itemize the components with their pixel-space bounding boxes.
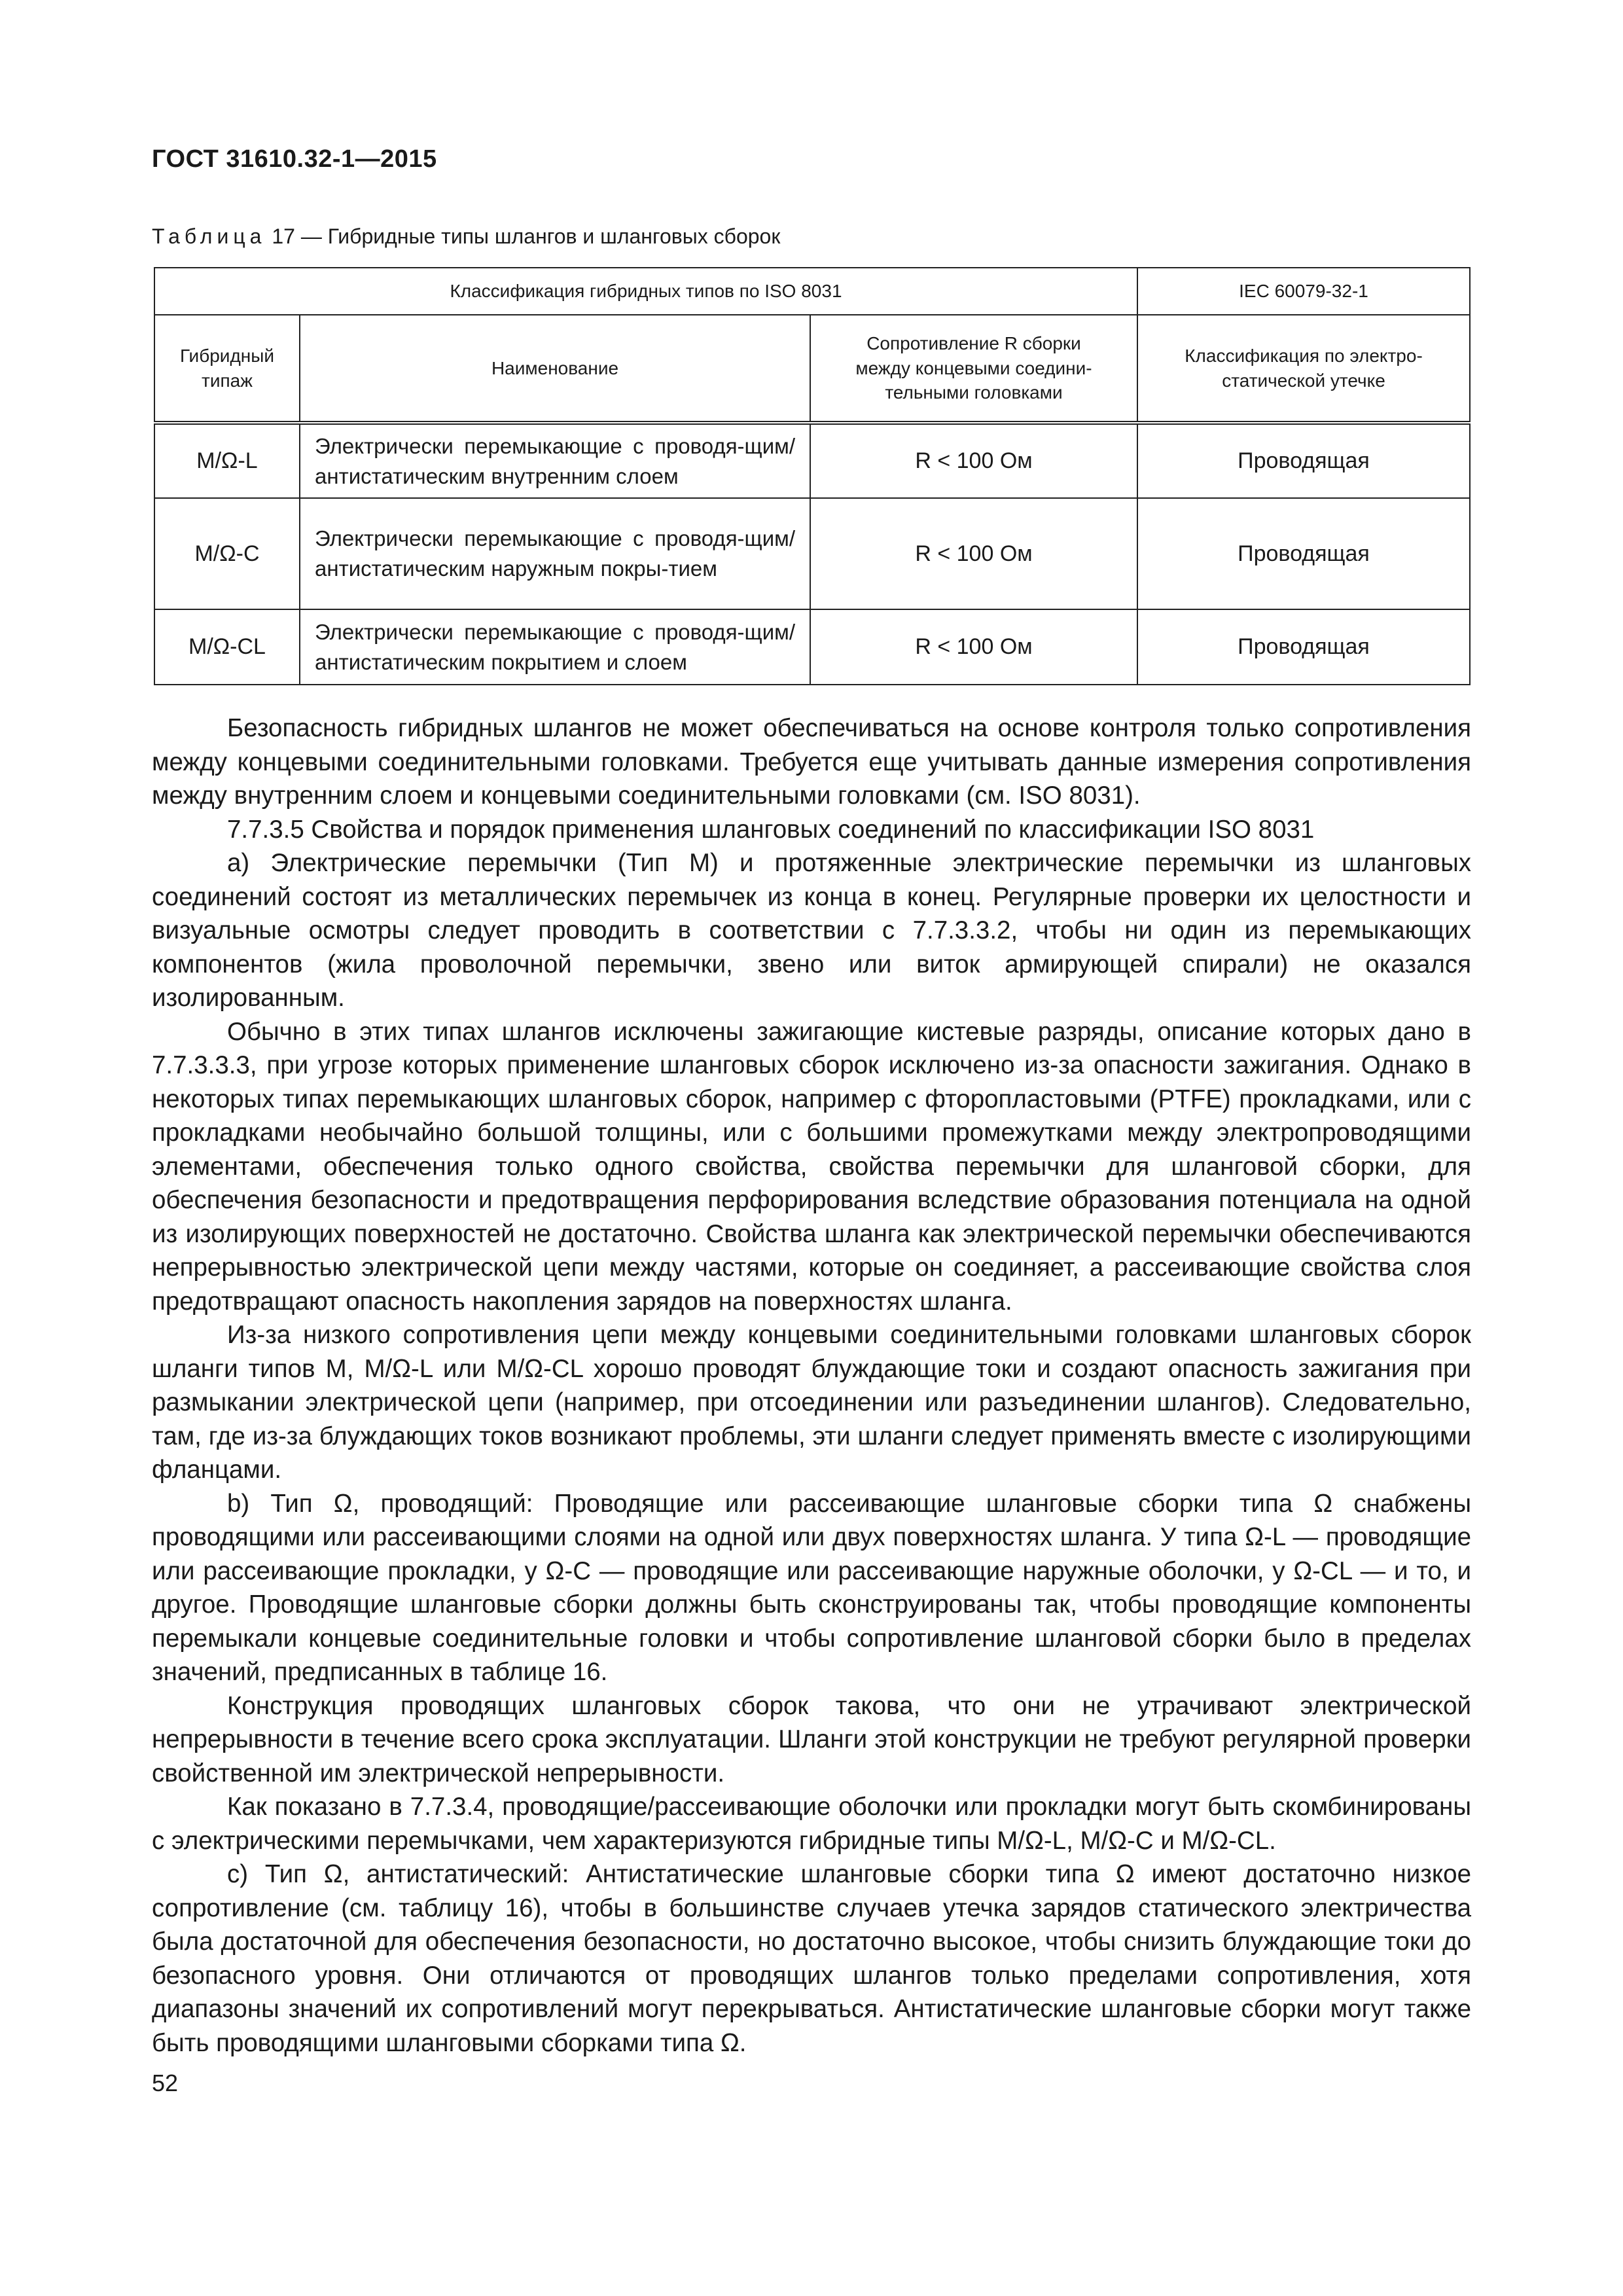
row-resistance-cell: R < 100 Ом (810, 423, 1137, 498)
column-header-type: Гибридный типаж (154, 315, 300, 423)
row-classification-cell: Проводящая (1137, 423, 1470, 498)
paragraph: Обычно в этих типах шлангов исключены зажигающие кистевые разряды, описание которых дано в 7.7.3.3.3, при угрозе которых применение шланговых сборок исключено из-за опасности зажигания. Однако в некоторых типах перемыкающих шланговых сборок, например с фторопластовыми (PTFE) прокладками, или с прокладками необычайно большой толщины, или с большими промежутками между электропроводящими элементами, обеспечения только одного свойства, свойства перемычки для шланговой сборки, для обеспечения безопасности и предотвращения перфорирования вследствие образования потенциала на одной из изолирующих поверхностей не достаточно. Свойства шланга как электрической перемычки обеспечиваются непрерывностью электрической цепи между частями, которые он соединяет, а рассеивающие свойства слоя предотвращают опасность накопления зарядов на поверхностях шланга. (152, 1017, 1471, 1316)
group-header-iso: Классификация гибридных типов по ISO 8031 (154, 268, 1137, 315)
row-type-cell: M/Ω-CL (154, 609, 300, 685)
paragraph: Безопасность гибридных шлангов не может обеспечиваться на основе контроля только сопротивления между концевыми соединительными головками. Требуется еще учитывать данные измерения сопротивления между внутренним слоем и концевыми соединительными головками (см. ISO 8031). (152, 714, 1471, 810)
hybrid-types-table (154, 267, 1471, 685)
paragraph: a) Электрические перемычки (Тип М) и протяженные электрические перемычки из шланговых соединений состоят из металлических перемычек из конца в конец. Регулярные проверки их целостности и визуальные осмотры следует проводить в соответствии с 7.7.3.3.2, чтобы ни один из перемыкающих компонентов (жила проволочной перемычки, звено или виток армирующей спирали) не оказался изолированным. (152, 849, 1471, 1012)
row-name-cell: Электрически перемыкающие с проводя-щим/антистатическим наружным покры-тием (300, 498, 810, 609)
row-name-cell: Электрически перемыкающие с проводя-щим/антистатическим покрытием и слоем (300, 609, 810, 685)
table-row (154, 609, 1470, 685)
row-resistance-cell: R < 100 Ом (810, 498, 1137, 609)
row-resistance-cell: R < 100 Ом (810, 609, 1137, 685)
paragraph: c) Тип Ω, антистатический: Антистатические шланговые сборки типа Ω имеют достаточно низкое сопротивление (см. таблицу 16), чтобы в большинстве случаев утечка зарядов статического электричества была достаточной для обеспечения безопасности, но достаточно высокое, чтобы снизить блуждающие токи до безопасного уровня. Они отличаются от проводящих шлангов только пределами сопротивления, хотя диапазоны значений их сопротивлений могут перекрываться. Антистатические шланговые сборки могут также быть проводящими шланговыми сборками типа Ω. (152, 1860, 1471, 2057)
paragraph: b) Тип Ω, проводящий: Проводящие или рассеивающие шланговые сборки типа Ω снабжены проводящими или рассеивающими слоями на одной или двух поверхностях шланга. У типа Ω-L — проводящие или рассеивающие прокладки, у Ω-C — проводящие или рассеивающие наружные оболочки, у Ω-CL — и то, и другое. Проводящие шланговые сборки должны быть сконструированы так, чтобы проводящие компоненты перемыкали концевые соединительные головки и чтобы сопротивление шланговой сборки было в пределах значений, предписанных в таблице 16. (152, 1489, 1471, 1686)
table-caption-prefix: Таблица (152, 224, 266, 248)
section-heading: 7.7.3.5 Свойства и порядок применения шланговых соединений по классификации ISO 8031 (227, 815, 1315, 844)
paragraph: Как показано в 7.7.3.4, проводящие/рассеивающие оболочки или прокладки могут быть скомбинированы с электрическими перемычками, чем характеризуются гибридные типы М/Ω-L, М/Ω-C и М/Ω-CL. (152, 1793, 1471, 1855)
row-classification-cell: Проводящая (1137, 498, 1470, 609)
column-header-name: Наименование (300, 315, 810, 423)
column-header-classification: Классификация по электро- статической утечке (1137, 315, 1470, 423)
column-header-resistance: Сопротивление R сборки между концевыми соедини- тельными головками (810, 315, 1137, 423)
row-type-cell: M/Ω-L (154, 423, 300, 498)
page-number: 52 (152, 2070, 179, 2096)
table-caption-text: 17 — Гибридные типы шлангов и шланговых сборок (266, 224, 781, 248)
row-classification-cell: Проводящая (1137, 609, 1470, 685)
table-column-header-row (154, 315, 1470, 423)
paragraph: Конструкция проводящих шланговых сборок такова, что они не утрачивают электрической непрерывности в течение всего срока эксплуатации. Шланги этой конструкции не требуют регулярной проверки свойственной им электрической непрерывности. (152, 1691, 1471, 1787)
table-row (154, 423, 1470, 498)
table-group-header-row (154, 268, 1470, 315)
row-type-cell: M/Ω-C (154, 498, 300, 609)
body-text (152, 711, 1471, 2060)
table-caption (152, 224, 780, 249)
group-header-iec: IEC 60079-32-1 (1137, 268, 1470, 315)
table-row (154, 498, 1470, 609)
document-header: ГОСТ 31610.32-1—2015 (152, 145, 437, 173)
paragraph: Из-за низкого сопротивления цепи между концевыми соединительными головками шланговых сборок шланги типов М, М/Ω-L или М/Ω-CL хорошо проводят блуждающие токи и создают опасность зажигания при размыкании электрической цепи (например, при отсоединении или разъединении шлангов). Следовательно, там, где из-за блуждающих токов возникают проблемы, эти шланги следует применять вместе с изолирующими фланцами. (152, 1321, 1471, 1484)
row-name-cell: Электрически перемыкающие с проводя-щим/антистатическим внутренним слоем (300, 423, 810, 498)
